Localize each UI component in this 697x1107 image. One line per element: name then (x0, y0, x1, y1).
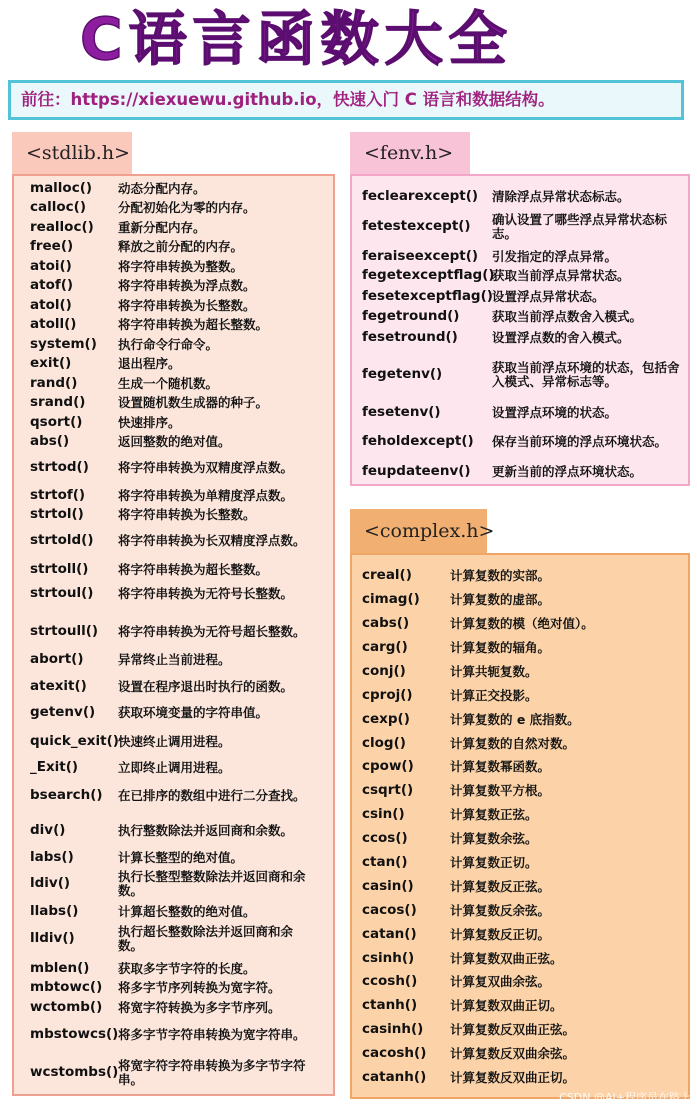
function-name: quick_exit() (30, 733, 119, 749)
function-description: 计算复数的虚部。 (450, 592, 551, 607)
function-description: 计算复数幂函数。 (450, 759, 551, 774)
function-description: 在已排序的数组中进行二分查找。 (118, 788, 306, 803)
function-description: 将宽字符字符串转换为多字节字符串。 (118, 1058, 306, 1087)
function-name: system() (30, 336, 97, 352)
function-name: fegetround() (362, 308, 460, 324)
function-name: csin() (362, 806, 405, 822)
function-description: 计算正交投影。 (450, 688, 538, 703)
function-description: 获取当前浮点异常状态。 (492, 268, 630, 283)
function-description: 快速终止调用进程。 (118, 734, 231, 749)
function-description: 将字符串转换为超长整数。 (118, 317, 269, 332)
function-name: strtof() (30, 487, 86, 503)
function-name: fesetenv() (362, 404, 441, 420)
function-description: 将字符串转换为无符号长整数。 (118, 586, 294, 601)
function-description: 计算共轭复数。 (450, 664, 538, 679)
function-description: 快速排序。 (118, 415, 181, 430)
function-name: srand() (30, 394, 86, 410)
function-name: mblen() (30, 960, 90, 976)
function-description: 计算复数的 e 底指数。 (450, 712, 580, 727)
function-name: _Exit() (30, 759, 79, 775)
function-description: 生成一个随机数。 (118, 376, 219, 391)
function-name: malloc() (30, 180, 93, 196)
function-description: 异常终止当前进程。 (118, 652, 231, 667)
function-description: 将字符串转换为长整数。 (118, 507, 256, 522)
function-name: casinh() (362, 1021, 424, 1037)
function-name: casin() (362, 878, 414, 894)
function-name: strtod() (30, 459, 89, 475)
function-name: fegetexceptflag() (362, 267, 495, 283)
function-name: mbtowc() (30, 979, 103, 995)
function-name: atof() (30, 277, 74, 293)
function-description: 将字符串转换为双精度浮点数。 (118, 460, 294, 475)
function-description: 将字符串转换为超长整数。 (118, 562, 269, 577)
function-name: lldiv() (30, 930, 75, 946)
function-name: cpow() (362, 758, 414, 774)
function-name: cabs() (362, 615, 410, 631)
function-description: 获取多字节字符的长度。 (118, 961, 256, 976)
function-description: 计算超长整数的绝对值。 (118, 904, 256, 919)
function-name: bsearch() (30, 787, 103, 803)
function-description: 计算复双曲余弦。 (450, 974, 551, 989)
function-description: 确认设置了哪些浮点异常状态标志。 (492, 212, 668, 241)
function-description: 动态分配内存。 (118, 181, 206, 196)
function-name: wcstombs() (30, 1064, 119, 1080)
function-name: cexp() (362, 711, 410, 727)
function-description: 将字符串转换为长双精度浮点数。 (118, 533, 306, 548)
stdlib-panel (12, 174, 335, 1096)
function-name: feupdateenv() (362, 463, 471, 479)
function-description: 计算复数正弦。 (450, 807, 538, 822)
function-description: 计算复数反双曲余弦。 (450, 1046, 576, 1061)
function-description: 将字符串转换为单精度浮点数。 (118, 488, 294, 503)
function-description: 将字符串转换为长整数。 (118, 298, 256, 313)
function-description: 将多字节序列转换为宽字符。 (118, 980, 281, 995)
function-description: 设置浮点数的舍入模式。 (492, 330, 630, 345)
complex-header-tab: <complex.h> (350, 509, 487, 553)
function-description: 设置浮点异常状态。 (492, 289, 605, 304)
function-description: 获取当前浮点数舍入模式。 (492, 309, 643, 324)
function-description: 清除浮点异常状态标志。 (492, 189, 630, 204)
function-name: calloc() (30, 199, 86, 215)
function-name: csinh() (362, 950, 415, 966)
function-name: div() (30, 822, 66, 838)
function-name: strtold() (30, 532, 94, 548)
page-title: C语言函数大全 (80, 5, 513, 73)
function-name: exit() (30, 355, 72, 371)
function-description: 将字符串转换为整数。 (118, 259, 244, 274)
function-description: 计算复数双曲正弦。 (450, 951, 563, 966)
function-name: strtoll() (30, 561, 89, 577)
function-name: atoll() (30, 316, 77, 332)
function-name: feclearexcept() (362, 188, 479, 204)
function-name: cproj() (362, 687, 413, 703)
function-description: 更新当前的浮点环境状态。 (492, 464, 643, 479)
function-name: catanh() (362, 1069, 427, 1085)
function-name: llabs() (30, 903, 79, 919)
function-description: 分配初始化为零的内存。 (118, 200, 256, 215)
fenv-panel (350, 174, 690, 486)
function-name: fesetround() (362, 329, 458, 345)
function-description: 设置在程序退出时执行的函数。 (118, 679, 294, 694)
function-name: feraiseexcept() (362, 248, 479, 264)
function-name: catan() (362, 926, 417, 942)
function-name: cacos() (362, 902, 417, 918)
function-description: 引发指定的浮点异常。 (492, 249, 618, 264)
function-name: fegetenv() (362, 366, 443, 382)
function-description: 计算复数的辐角。 (450, 640, 551, 655)
function-description: 执行超长整数除法并返回商和余数。 (118, 924, 294, 953)
function-name: fetestexcept() (362, 218, 471, 234)
function-description: 计算复数平方根。 (450, 783, 551, 798)
function-description: 保存当前环境的浮点环境状态。 (492, 434, 668, 449)
function-description: 计算复数反双曲正切。 (450, 1070, 576, 1085)
function-description: 计算长整型的绝对值。 (118, 850, 244, 865)
function-name: ctanh() (362, 997, 418, 1013)
function-name: clog() (362, 735, 406, 751)
function-name: creal() (362, 567, 412, 583)
stdlib-header-tab: <stdlib.h> (12, 132, 132, 174)
function-name: ldiv() (30, 875, 71, 891)
function-name: mbstowcs() (30, 1026, 119, 1042)
function-name: csqrt() (362, 782, 414, 798)
function-description: 设置浮点环境的状态。 (492, 405, 618, 420)
function-description: 获取环境变量的字符串值。 (118, 705, 269, 720)
function-name: strtol() (30, 506, 84, 522)
function-description: 将多字节字符串转换为宽字符串。 (118, 1027, 306, 1042)
function-description: 计算复数双曲正切。 (450, 998, 563, 1013)
function-description: 计算复数反正弦。 (450, 879, 551, 894)
fenv-header-tab: <fenv.h> (350, 132, 470, 174)
function-description: 计算复数反余弦。 (450, 903, 551, 918)
function-description: 退出程序。 (118, 356, 181, 371)
function-name: abort() (30, 651, 84, 667)
function-name: free() (30, 238, 74, 254)
function-description: 计算复数反双曲正弦。 (450, 1022, 576, 1037)
function-description: 计算复数余弦。 (450, 831, 538, 846)
function-description: 将宽字符转换为多字节序列。 (118, 1000, 281, 1015)
function-description: 将字符串转换为无符号超长整数。 (118, 624, 306, 639)
function-name: ccosh() (362, 973, 418, 989)
function-description: 获取当前浮点环境的状态，包括舍入模式、异常标志等。 (492, 360, 680, 389)
function-name: qsort() (30, 414, 83, 430)
function-name: realloc() (30, 219, 94, 235)
function-description: 设置随机数生成器的种子。 (118, 395, 269, 410)
function-name: getenv() (30, 704, 96, 720)
function-description: 计算复数正切。 (450, 855, 538, 870)
function-name: atexit() (30, 678, 87, 694)
function-name: conj() (362, 663, 406, 679)
complex-panel (350, 553, 690, 1099)
function-name: carg() (362, 639, 408, 655)
function-description: 返回整数的绝对值。 (118, 434, 231, 449)
function-description: 执行长整型整数除法并返回商和余数。 (118, 869, 306, 898)
function-name: labs() (30, 849, 74, 865)
function-name: atol() (30, 297, 72, 313)
function-description: 计算复数的模（绝对值）。 (450, 616, 594, 631)
function-name: ccos() (362, 830, 408, 846)
function-description: 执行整数除法并返回商和余数。 (118, 823, 294, 838)
function-name: abs() (30, 433, 70, 449)
function-name: ctan() (362, 854, 408, 870)
function-name: feholdexcept() (362, 433, 474, 449)
function-name: wctomb() (30, 999, 103, 1015)
function-name: cacosh() (362, 1045, 427, 1061)
function-description: 释放之前分配的内存。 (118, 239, 244, 254)
function-name: cimag() (362, 591, 420, 607)
link-banner[interactable] (8, 80, 684, 120)
function-description: 计算复数的自然对数。 (450, 736, 576, 751)
function-name: atoi() (30, 258, 72, 274)
function-description: 计算复数反正切。 (450, 927, 551, 942)
function-description: 将字符串转换为浮点数。 (118, 278, 256, 293)
function-description: 计算复数的实部。 (450, 568, 551, 583)
function-name: strtoul() (30, 585, 94, 601)
banner-text[interactable]: 前往：https://xiexuewu.github.io，快速入门 C 语言和数据结构。 (21, 90, 555, 109)
function-name: fesetexceptflag() (362, 288, 493, 304)
watermark: CSDN @AI+程序员在路上 (559, 1091, 691, 1104)
function-description: 立即终止调用进程。 (118, 760, 231, 775)
function-name: rand() (30, 375, 78, 391)
function-description: 重新分配内存。 (118, 220, 206, 235)
function-name: strtoull() (30, 623, 99, 639)
function-description: 执行命令行命令。 (118, 337, 219, 352)
